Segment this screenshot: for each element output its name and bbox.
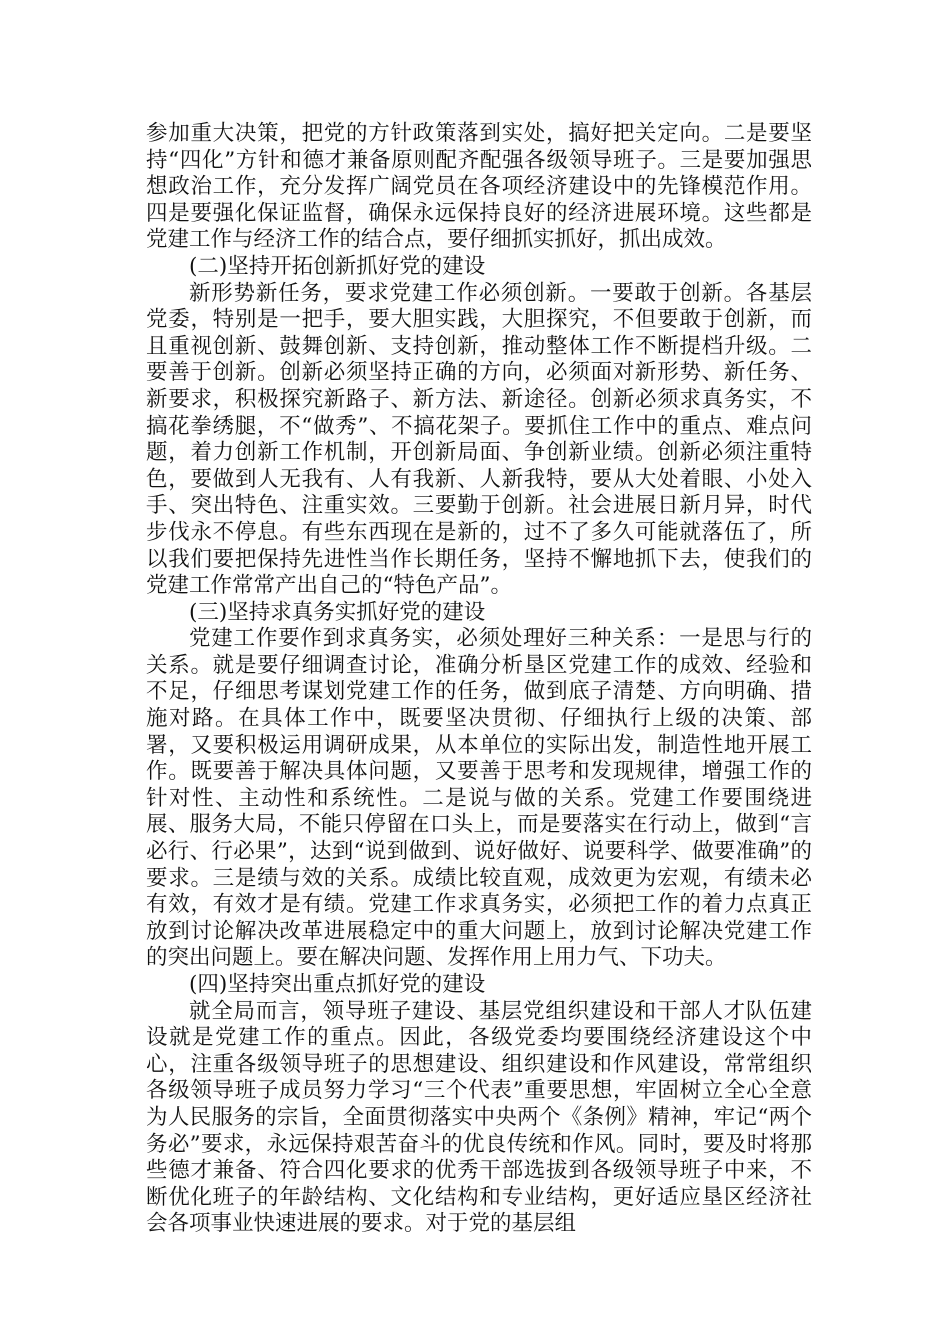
section-heading-4: (四)坚持突出重点抓好党的建设 bbox=[189, 972, 486, 997]
document-body bbox=[146, 121, 812, 1238]
paragraph-innovation: 新形势新任务，要求党建工作必须创新。一要敢于创新。各基层党委，特别是一把手，要大胆实践，大胆探究，不但要敢于创新，而且重视创新、鼓舞创新、支持创新，推动整体工作不断提档升级。二要善于创新。创新必须坚持正确的方向，必须面对新形势、新任务、新要求，积极探究新路子、新方法、新途径。创新必须求真务实，不搞花拳绣腿，不“做秀”、不搞花架子。要抓住工作中的重点、难点问题，着力创新工作机制，开创新局面、争创新业绩。创新必须注重特色，要做到人无我有、人有我新、人新我特，要从大处着眼、小处入手、突出特色、注重实效。三要勤于创新。社会进展日新月异，时代步伐永不停息。有些东西现在是新的，过不了多久可能就落伍了，所以我们要把保持先进性当作长期任务，坚持不懈地抓下去，使我们的党建工作常常产出自己的“特色产品”。 bbox=[146, 280, 812, 599]
paragraph-key-points: 就全局而言，领导班子建设、基层党组织建设和干部人才队伍建设就是党建工作的重点。因此，各级党委均要围绕经济建设这个中心，注重各级领导班子的思想建设、组织建设和作风建设，常常组织各级领导班子成员努力学习“三个代表”重要思想，牢固树立全心全意为人民服务的宗旨，全面贯彻落实中央两个《条例》精神，牢记“两个务必”要求，永远保持艰苦奋斗的优良传统和作风。同时，要及时将那些德才兼备、符合四化要求的优秀干部选拔到各级领导班子中来，不断优化班子的年龄结构、文化结构和专业结构，更好适应垦区经济社会各项事业快速进展的要求。对于党的基层组 bbox=[146, 998, 812, 1237]
paragraph-pragmatism: 党建工作要作到求真务实，必须处理好三种关系：一是思与行的关系。就是要仔细调查讨论，准确分析垦区党建工作的成效、经验和不足，仔细思考谋划党建工作的任务，做到底子清楚、方向明确、措施对路。在具体工作中，既要坚决贯彻、仔细执行上级的决策、部署，又要积极运用调研成果，从本单位的实际出发，制造性地开展工作。既要善于解决具体问题，又要善于思考和发现规律，增强工作的针对性、主动性和系统性。二是说与做的关系。党建工作要围绕进展、服务大局，不能只停留在口头上，而是要落实在行动上，做到“言必行、行必果”，达到“说到做到、说好做好、说要科学、做要准确”的要求。三是绩与效的关系。成绩比较直观，成效更为宏观，有绩未必有效，有效才是有绩。党建工作求真务实，必须把工作的着力点真正放到讨论解决改革进展稳定中的重大问题上，放到讨论解决党建工作的突出问题上。要在解决问题、发挥作用上用力气、下功夫。 bbox=[146, 626, 812, 971]
paragraph-continued: 参加重大决策，把党的方针政策落到实处，搞好把关定向。二是要坚持“四化”方针和德才兼备原则配齐配强各级领导班子。三是要加强思想政治工作，充分发挥广阔党员在各项经济建设中的先锋模范作用。四是要强化保证监督，确保永远保持良好的经济进展环境。这些都是党建工作与经济工作的结合点，要仔细抓实抓好，抓出成效。 bbox=[146, 121, 812, 253]
section-heading-2: (二)坚持开拓创新抓好党的建设 bbox=[189, 253, 486, 279]
section-heading-3: (三)坚持求真务实抓好党的建设 bbox=[189, 599, 486, 625]
